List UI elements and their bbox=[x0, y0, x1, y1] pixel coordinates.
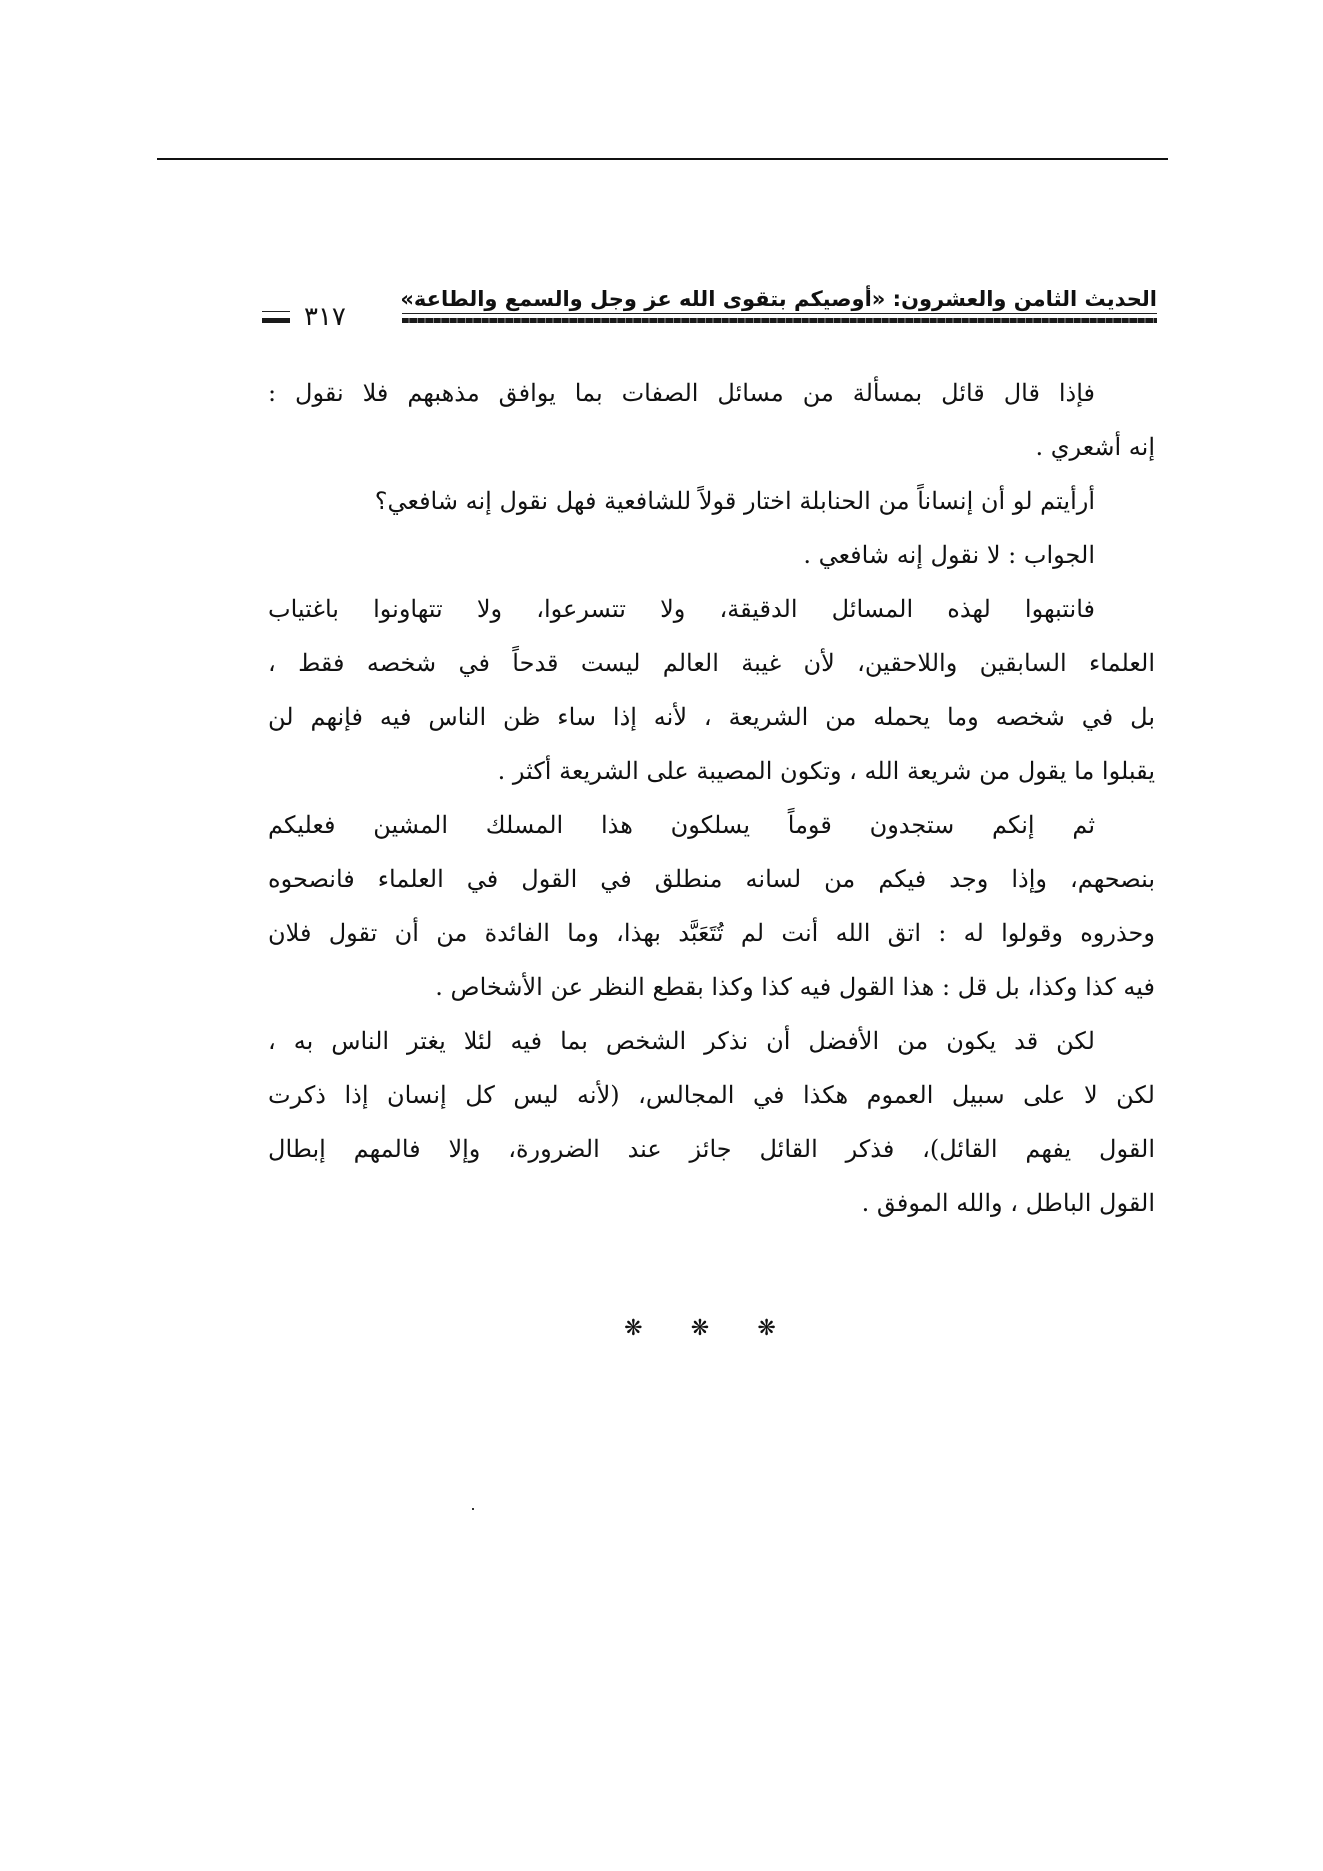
asterism-icon: ❋ bbox=[624, 1315, 643, 1341]
text-line: القول الباطل ، والله الموفق . bbox=[861, 1189, 1155, 1217]
text-line: وحذروه وقولوا له : اتق الله أنت لم تُتَعَبَّد بهذا، وما الفائدة من أن تقول فلان bbox=[268, 919, 1155, 947]
body-text bbox=[268, 366, 1155, 1230]
header-underline bbox=[402, 313, 1157, 314]
page-number-line bbox=[262, 311, 290, 312]
asterism-icon: ❋ bbox=[757, 1315, 776, 1341]
text-line: فيه كذا وكذا، بل قل : هذا القول فيه كذا وكذا بقطع النظر عن الأشخاص . bbox=[435, 973, 1155, 1001]
text-line: لكن قد يكون من الأفضل أن نذكر الشخص بما فيه لئلا يغتر الناس به ، bbox=[268, 1027, 1095, 1055]
text-line: إنه أشعري . bbox=[1035, 433, 1155, 461]
text-line: بل في شخصه وما يحمله من الشريعة ، لأنه إذا ساء ظن الناس فيه فإنهم لن bbox=[268, 703, 1155, 731]
page-number: ٣١٧ bbox=[304, 302, 346, 332]
text-line: أرأيتم لو أن إنساناً من الحنابلة اختار قولاً للشافعية فهل نقول إنه شافعي؟ bbox=[374, 487, 1095, 515]
text-line: فإذا قال قائل بمسألة من مسائل الصفات بما يوافق مذهبهم فلا نقول : bbox=[268, 379, 1095, 407]
text-line: بنصحهم، وإذا وجد فيكم من لسانه منطلق في القول في العلماء فانصحوه bbox=[268, 865, 1155, 893]
section-divider bbox=[600, 1308, 800, 1348]
asterism-icon: ❋ bbox=[690, 1315, 710, 1341]
header-ornamental-band bbox=[402, 318, 1157, 323]
paragraph bbox=[268, 366, 1155, 474]
page-number-mark bbox=[262, 318, 290, 323]
text-line: فانتبهوا لهذه المسائل الدقيقة، ولا تتسرعوا، ولا تتهاونوا باغتياب bbox=[268, 595, 1095, 623]
paragraph bbox=[268, 798, 1155, 1014]
text-line: ثم إنكم ستجدون قوماً يسلكون هذا المسلك المشين فعليكم bbox=[268, 811, 1095, 839]
text-line: يقبلوا ما يقول من شريعة الله ، وتكون المصيبة على الشريعة أكثر . bbox=[497, 757, 1155, 785]
paragraph bbox=[268, 474, 1155, 528]
text-line: القول يفهم القائل)، فذكر القائل جائز عند الضرورة، وإلا فالمهم إبطال bbox=[268, 1135, 1155, 1163]
paragraph bbox=[268, 1014, 1155, 1230]
top-page-rule bbox=[157, 158, 1168, 160]
text-line: العلماء السابقين واللاحقين، لأن غيبة العالم ليست قدحاً في شخصه فقط ، bbox=[268, 649, 1155, 677]
running-header bbox=[262, 286, 1157, 346]
running-header-title: الحديث الثامن والعشرون: «أوصيكم بتقوى الله عز وجل والسمع والطاعة» bbox=[400, 287, 1157, 311]
text-line: الجواب : لا نقول إنه شافعي . bbox=[803, 541, 1095, 569]
paragraph bbox=[268, 582, 1155, 798]
scan-speck bbox=[472, 1508, 474, 1510]
text-line: لكن لا على سبيل العموم هكذا في المجالس، (لأنه ليس كل إنسان إذا ذكرت bbox=[268, 1081, 1155, 1109]
paragraph bbox=[268, 528, 1155, 582]
